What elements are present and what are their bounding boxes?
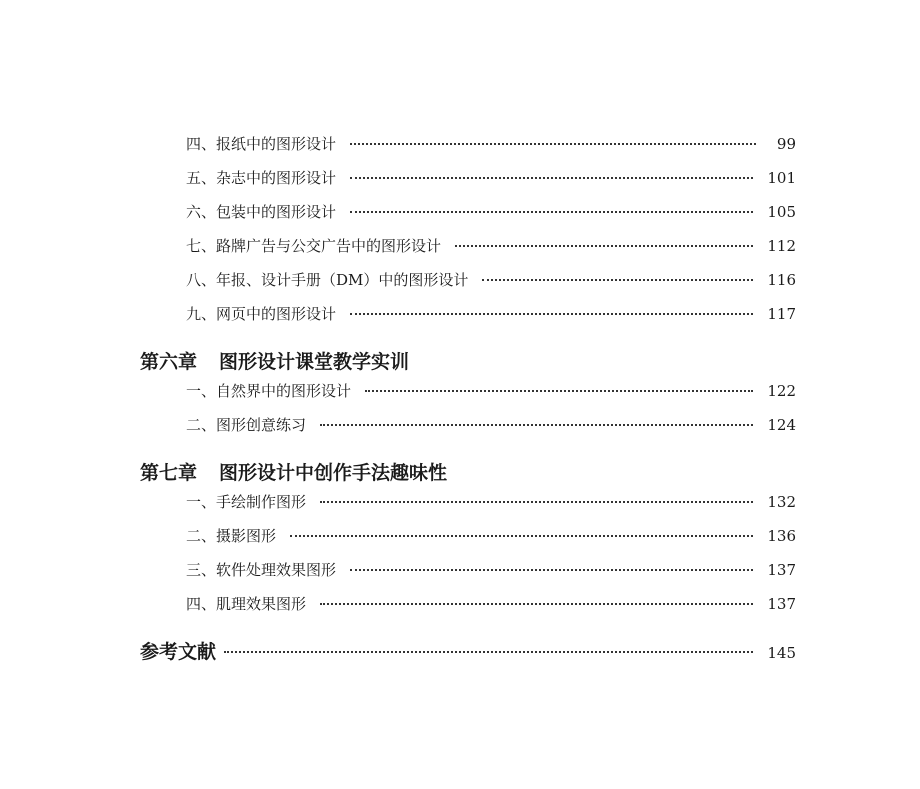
toc-entry[interactable] xyxy=(186,201,796,222)
toc-entry[interactable] xyxy=(186,593,796,614)
dot-leader xyxy=(350,569,753,571)
toc-page-number: 136 xyxy=(767,527,796,545)
toc-page-number: 117 xyxy=(767,305,796,323)
toc-entry-label: 七、路牌广告与公交广告中的图形设计 xyxy=(186,237,442,255)
chapter-heading[interactable] xyxy=(140,347,409,374)
toc-page-number: 132 xyxy=(767,493,796,511)
dot-leader xyxy=(350,143,756,145)
toc-page-number: 122 xyxy=(767,382,796,400)
toc-entry[interactable] xyxy=(186,414,796,435)
toc-entry-label: 四、报纸中的图形设计 xyxy=(186,135,337,153)
references-label: 参考文献 xyxy=(140,641,217,663)
chapter-heading[interactable] xyxy=(140,458,447,485)
toc-entry-label: 六、包装中的图形设计 xyxy=(186,203,337,221)
dot-leader xyxy=(320,501,753,503)
chapter-number: 第七章 xyxy=(140,462,198,484)
toc-page-number: 124 xyxy=(767,416,796,434)
toc-entry-label: 二、图形创意练习 xyxy=(186,416,307,434)
chapter-title: 图形设计中创作手法趣味性 xyxy=(219,462,448,484)
toc-page-number: 137 xyxy=(767,595,796,613)
toc-entry-label: 三、软件处理效果图形 xyxy=(186,561,337,579)
toc-page-number: 105 xyxy=(767,203,796,221)
toc-page-number: 116 xyxy=(767,271,796,289)
chapter-number: 第六章 xyxy=(140,351,198,373)
toc-entry[interactable] xyxy=(186,525,796,546)
toc-page-number: 99 xyxy=(776,135,796,153)
toc-page-number: 145 xyxy=(767,644,796,662)
toc-entry-label: 八、年报、设计手册（DM）中的图形设计 xyxy=(186,271,469,289)
dot-leader xyxy=(224,651,753,653)
toc-page-number: 112 xyxy=(767,237,796,255)
toc-entry[interactable] xyxy=(186,133,796,154)
toc-page-number: 101 xyxy=(767,169,796,187)
toc-entry-label: 一、自然界中的图形设计 xyxy=(186,382,352,400)
toc-references[interactable] xyxy=(140,637,796,664)
toc-entry-label: 九、网页中的图形设计 xyxy=(186,305,337,323)
chapter-title: 图形设计课堂教学实训 xyxy=(219,351,410,373)
dot-leader xyxy=(350,313,753,315)
toc-entry[interactable] xyxy=(186,167,796,188)
dot-leader xyxy=(455,245,753,247)
dot-leader xyxy=(482,279,753,281)
toc-entry[interactable] xyxy=(186,559,796,580)
toc-entry-label: 四、肌理效果图形 xyxy=(186,595,307,613)
toc-entry[interactable] xyxy=(186,303,796,324)
dot-leader xyxy=(290,535,753,537)
toc-entry[interactable] xyxy=(186,491,796,512)
toc-entry[interactable] xyxy=(186,269,796,290)
dot-leader xyxy=(350,177,753,179)
toc-entry-label: 五、杂志中的图形设计 xyxy=(186,169,337,187)
dot-leader xyxy=(365,390,753,392)
toc-entry-label: 一、手绘制作图形 xyxy=(186,493,307,511)
dot-leader xyxy=(320,603,753,605)
toc-entry[interactable] xyxy=(186,235,796,256)
dot-leader xyxy=(350,211,753,213)
toc-entry-label: 二、摄影图形 xyxy=(186,527,277,545)
toc-page-number: 137 xyxy=(767,561,796,579)
dot-leader xyxy=(320,424,753,426)
toc-entry[interactable] xyxy=(186,380,796,401)
